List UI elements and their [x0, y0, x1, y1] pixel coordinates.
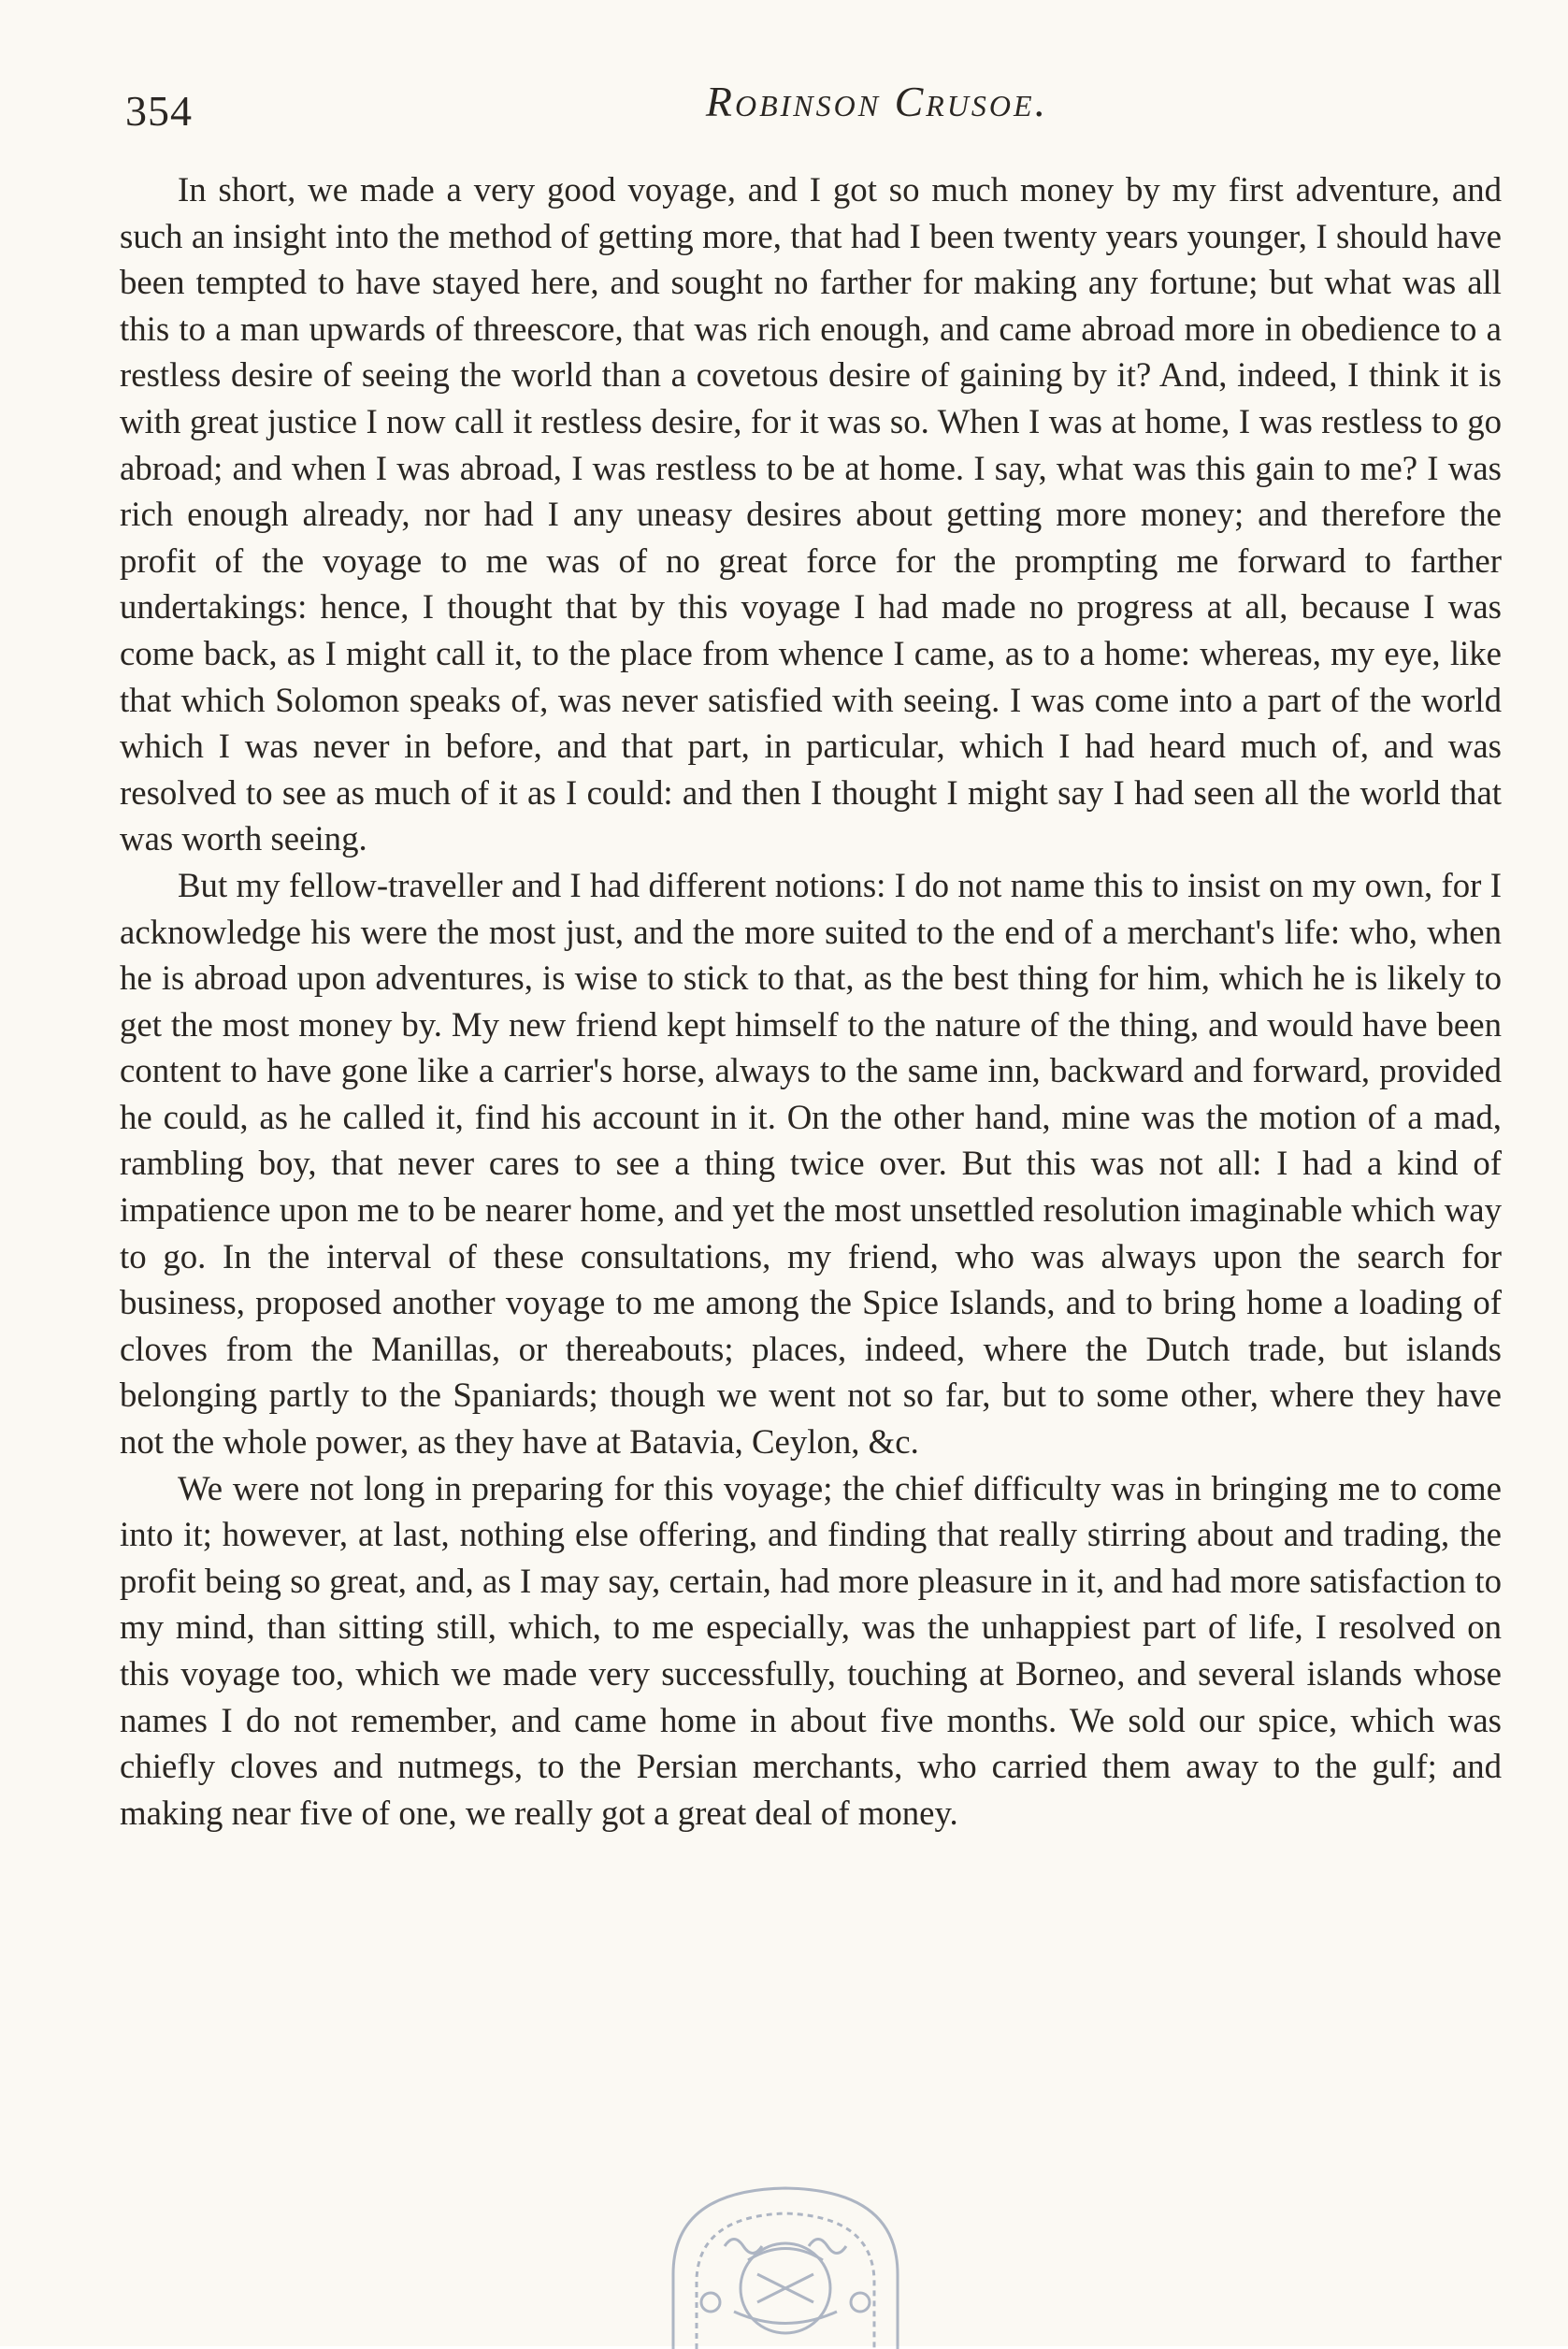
running-title: Robinson Crusoe.: [705, 78, 1049, 125]
paragraph-2: But my fellow-traveller and I had different notions: I do not name this to insist on my own, for I acknowledge his were the most just, and the more suited to the end of a merchant's life: who, when he is abroad upon adventures, is wise to stick to that, as the best thing for him, which he is likely to get the most money by. My new friend kept himself to the nature of the thing, and would have been content to have gone like a carrier's horse, always to the same inn, backward and forward, provided he could, as he called it, find his account in it. On the other hand, mine was the motion of a mad, rambling boy, that never cares to see a thing twice over. But this was not all: I had a kind of impatience upon me to be nearer home, and yet the most unsettled resolution imaginable which way to go. In the interval of these consultations, my friend, who was always upon the search for business, proposed another voyage to me among the Spice Islands, and to bring home a loading of cloves from the Manillas, or thereabouts; places, indeed, where the Dutch trade, but islands belonging partly to the Spaniards; though we went not so far, but to some other, where they have not the whole power, as they have at Batavia, Ceylon, &c.: [120, 865, 1502, 1462]
page-number: 354: [125, 87, 193, 135]
body-text: [120, 166, 1502, 1836]
paragraph-1: In short, we made a very good voyage, and I got so much money by my first adventure, and such an insight into the method of getting more, that had I been twenty years younger, I should have been tempted to have stayed here, and sought no farther for making any fortune; but what was all this to a man upwards of threescore, that was rich enough, and came abroad more in obedience to a restless desire of seeing the world than a covetous desire of gaining by it? And, indeed, I think it is with great justice I now call it restless desire, for it was so. When I was at home, I was restless to go abroad; and when I was abroad, I was restless to be at home. I say, what was this gain to me? I was rich enough already, nor had I any uneasy desires about getting more money; and therefore the profit of the voyage to me was of no great force for the prompting me forward to farther undertakings: hence, I thought that by this voyage I had made no progress at all, because I was come back, as I might call it, to the place from whence I came, as to a home: whereas, my eye, like that which Solomon speaks of, was never satisfied with seeing. I was come into a part of the world which I was never in before, and that part, in particular, which I had heard much of, and was resolved to see as much of it as I could: and then I thought I might say I had seen all the world that was worth seeing.: [120, 170, 1502, 858]
running-head: [120, 77, 1503, 151]
paragraph-3: We were not long in preparing for this voyage; the chief difficulty was in bringing me to come into it; however, at last, nothing else offering, and finding that really stirring about and trading, the profit being so great, and, as I may say, certain, had more pleasure in it, and had more satisfaction to my mind, than sitting still, which, to me especially, was the unhappiest part of life, I resolved on this voyage too, which we made very successfully, touching at Borneo, and several islands whose names I do not remember, and came home in about five months. We sold our spice, which was chiefly cloves and nutmegs, to the Persian merchants, who carried them away to the gulf; and making near five of one, we really got a great deal of money.: [120, 1468, 1502, 1832]
library-stamp-icon: [645, 2171, 926, 2349]
